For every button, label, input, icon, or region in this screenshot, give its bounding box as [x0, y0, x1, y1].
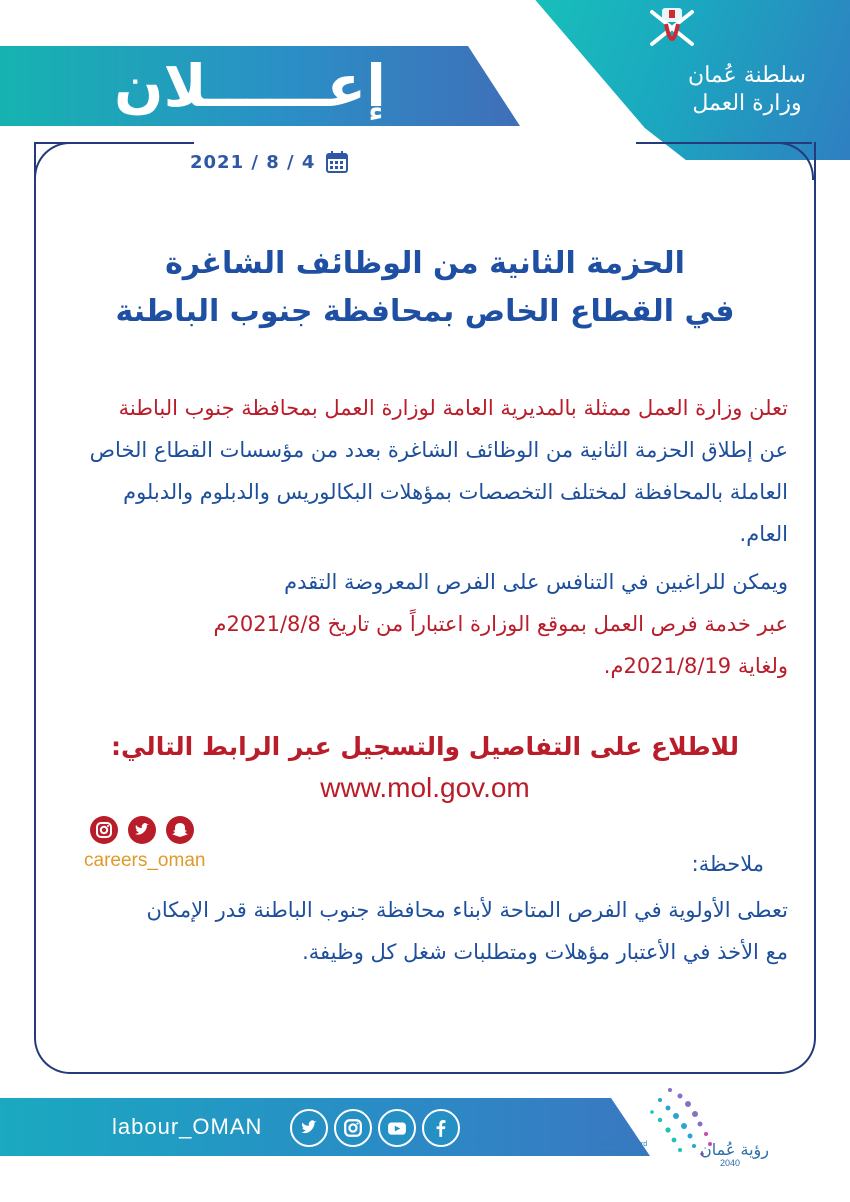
body-line-1: تعلن وزارة العمل ممثلة بالمديرية العامة لوزارة العمل بمحافظة جنوب الباطنة [118, 396, 788, 420]
vision-year: 2040 [720, 1158, 741, 1168]
twitter-icon[interactable] [290, 1109, 328, 1147]
body-line-6: عبر خدمة فرص العمل بموقع الوزارة اعتباراً من تاريخ 2021/8/8م [213, 612, 788, 636]
vision-arabic-text: رؤية عُمان [700, 1140, 769, 1159]
vision-2040-logo-icon [640, 1078, 830, 1188]
careers-social-icons [90, 816, 194, 844]
body-line-7: ولغاية 2021/8/19م. [603, 654, 788, 678]
youtube-icon[interactable] [378, 1109, 416, 1147]
twitter-icon[interactable] [128, 816, 156, 844]
instagram-icon[interactable] [334, 1109, 372, 1147]
oman-emblem-icon [644, 0, 700, 56]
heading-line-2: في القطاع الخاص بمحافظة جنوب الباطنة [115, 294, 735, 329]
careers-handle[interactable]: careers_oman [84, 850, 206, 871]
calendar-icon [325, 150, 349, 174]
link-lead-text: للاطلاع على التفاصيل والتسجيل عبر الرابط التالي: [111, 732, 739, 761]
ministry-line-1: سلطنة عُمان [688, 63, 806, 88]
ministry-line-2: وزارة العمل [692, 91, 802, 116]
footer-handle[interactable]: labour_OMAN [112, 1114, 263, 1139]
note-line-2: مع الأخذ في الأعتبار مؤهلات ومتطلبات شغل كل وظيفة. [302, 940, 788, 964]
note-label: ملاحظة: [691, 852, 764, 876]
instagram-icon[interactable] [90, 816, 118, 844]
note-line-1: تعطى الأولوية في الفرص المتاحة لأبناء محافظة جنوب الباطنة قدر الإمكان [146, 898, 788, 922]
date-text: 2021 / 8 / 4 [190, 151, 316, 173]
body-line-4: العام. [739, 522, 788, 546]
website-link[interactable]: www.mol.gov.om [320, 772, 530, 803]
snapchat-icon[interactable] [166, 816, 194, 844]
announcement-title: إعــــــلان [114, 52, 386, 120]
body-line-3: العاملة بالمحافظة لمختلف التخصصات بمؤهلات البكالوريس والدبلوم والدبلوم [123, 480, 788, 504]
heading-line-1: الحزمة الثانية من الوظائف الشاغرة [165, 246, 685, 281]
body-line-5: ويمكن للراغبين في التنافس على الفرص المعروضة التقدم [284, 570, 788, 594]
date-row [190, 148, 360, 176]
ministry-logo-text [672, 62, 822, 118]
footer-social-icons [290, 1109, 460, 1147]
body-line-2: عن إطلاق الحزمة الثانية من الوظائف الشاغرة بعدد من مؤسسات القطاع الخاص [89, 438, 788, 462]
announcement-heading [100, 240, 750, 336]
vision-tagline: Moving Forward with Confidence [596, 1141, 648, 1157]
facebook-icon[interactable] [422, 1109, 460, 1147]
